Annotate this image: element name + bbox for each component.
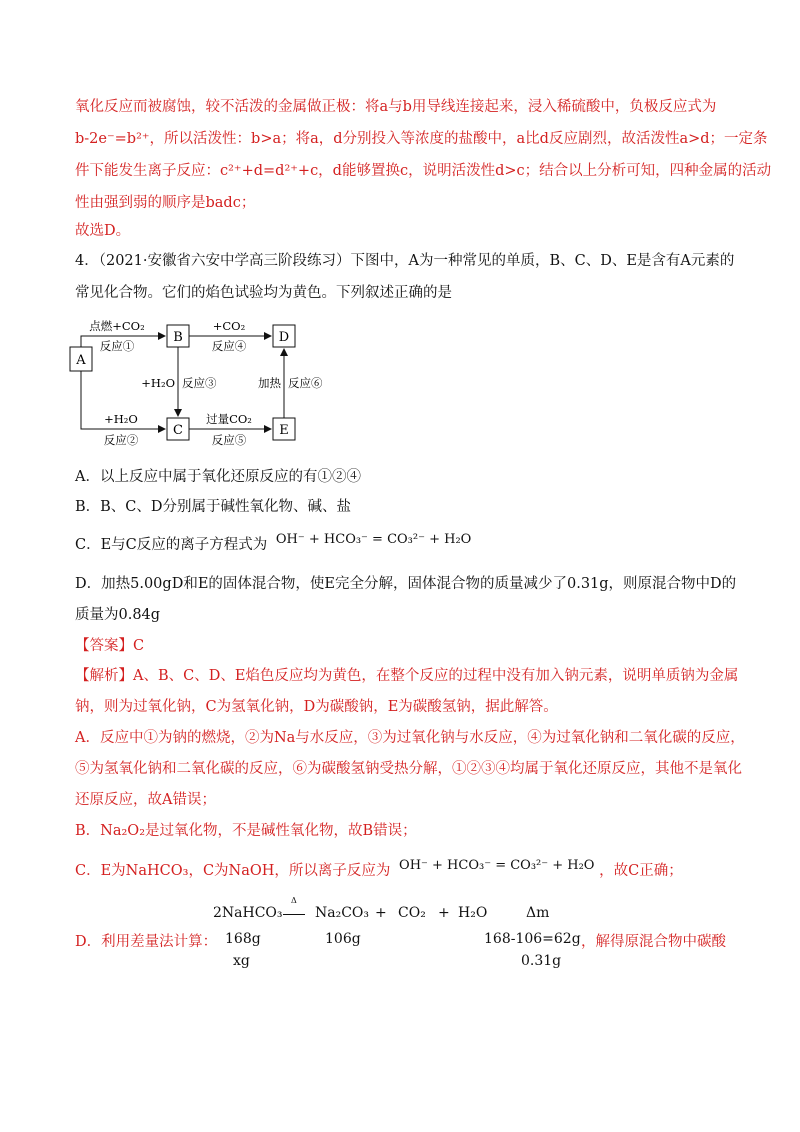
analysis-a-line-3: 还原反应，故A错误； [75,792,216,808]
question-line-2: 常见化合物。它们的焰色试验均为黄色。下列叙述正确的是 [75,285,452,301]
analysis-c-suffix: ，故C正确； [599,863,683,879]
answer-label: 【答案】C [75,638,145,654]
calc-plus-1: + [375,905,387,921]
option-d-line-1: D．加热5.00gD和E的固体混合物，使E完全分解，固体混合物的质量减少了0.31g，则原混合物中D的 [75,576,737,592]
analysis-c-formula: OH⁻ + HCO₃⁻ = CO₃²⁻ + H₂O [399,858,595,873]
calc-reactant-mass: 168g [225,931,261,947]
label-ed-right: 反应⑥ [288,376,323,390]
calc-product-3: H₂O [458,905,488,921]
question-line-1: 4．（2021·安徽省六安中学高三阶段练习）下图中，A为一种常见的单质，B、C、D、E是含有A元素的 [75,253,735,269]
label-ed-left: 加热 [258,376,281,390]
label-ce-bottom: 反应⑤ [211,433,247,447]
calc-delta: Δ [291,896,297,905]
calc-product-1-mass: 106g [325,931,361,947]
option-a: A．以上反应中属于氧化还原反应的有①②④ [75,469,361,485]
calc-product-2: CO₂ [398,905,426,921]
node-b: B [173,330,183,345]
prev-solution-line-4: 性由强到弱的顺序是badc； [75,195,256,211]
calc-plus-2: + [438,905,450,921]
node-e: E [279,423,289,438]
analysis-line-2: 钠，则为过氧化钠，C为氢氧化钠，D为碳酸钠，E为碳酸氢钠，据此解答。 [75,699,558,715]
analysis-d-prefix: D．利用差量法计算： [75,934,218,950]
analysis-a-line-2: ⑤为氢氧化钠和二氧化碳的反应，⑥为碳酸氢钠受热分解，①②③④均属于氧化还原反应，其他不是氧化 [75,761,742,777]
prev-solution-line-1: 氧化反应而被腐蚀，较不活泼的金属做正极：将a与b用导线连接起来，浸入稀硫酸中，负极反应式为 [75,99,717,115]
option-c-text: C．E与C反应的离子方程式为 [75,537,268,553]
label-ce-top: 过量CO₂ [206,412,252,426]
analysis-b-line: B．Na₂O₂是过氧化物，不是碱性氧化物，故B错误； [75,823,417,839]
analysis-line-1: 【解析】A、B、C、D、E焰色反应均为黄色，在整个反应的过程中没有加入钠元素，说明单质钠为金属 [75,668,739,684]
calc-delta-m: Δm [526,905,550,921]
label-ac-bottom: 反应② [103,433,139,447]
option-d-line-2: 质量为0.84g [75,607,161,623]
prev-solution-line-2: b-2e⁻=b²⁺，所以活泼性：b>a；将a，d分别投入等浓度的盐酸中，a比d反应剧烈，故活泼性a>d；一定条 [75,131,768,147]
analysis-c-line [75,858,683,882]
prev-solution-line-5: 故选D。 [75,223,131,239]
label-bd-top: +CO₂ [212,319,246,333]
label-bd-bottom: 反应④ [211,339,247,353]
node-a: A [76,353,86,368]
calc-delta-m-x: 0.31g [521,953,562,969]
label-bc-right: 反应③ [182,376,217,390]
label-ab-top: 点燃+CO₂ [89,319,145,333]
analysis-c-text: C．E为NaHCO₃，C为NaOH，所以离子反应为 [75,863,391,879]
option-b: B．B、C、D分别属于碱性氧化物、碱、盐 [75,499,352,515]
analysis-d-suffix: ，解得原混合物中碳酸 [581,934,726,950]
calc-arrow-line [283,914,305,915]
calc-product-1: Na₂CO₃ [315,905,370,921]
option-c [75,532,472,556]
label-bc-left: +H₂O [141,376,175,390]
node-d: D [278,330,290,345]
option-c-formula: OH⁻ + HCO₃⁻ = CO₃²⁻ + H₂O [275,532,472,547]
calc-delta-m-mass: 168-106=62g [484,931,581,947]
prev-solution-line-3: 件下能发生离子反应：c²⁺+d=d²⁺+c，d能够置换c，说明活泼性d>c；结合以上分析可知，四种金属的活动 [75,163,772,179]
calc-reactant-x: xg [233,953,250,969]
reaction-diagram [65,310,325,450]
label-ac-top: +H₂O [104,412,138,426]
analysis-a-line-1: A．反应中①为钠的燃烧，②为Na与水反应，③为过氧化钠与水反应，④为过氧化钠和二氧化碳的反应， [75,730,745,746]
calc-reactant: 2NaHCO₃ [213,905,283,921]
node-c: C [173,423,183,438]
label-ab-bottom: 反应① [99,339,135,353]
